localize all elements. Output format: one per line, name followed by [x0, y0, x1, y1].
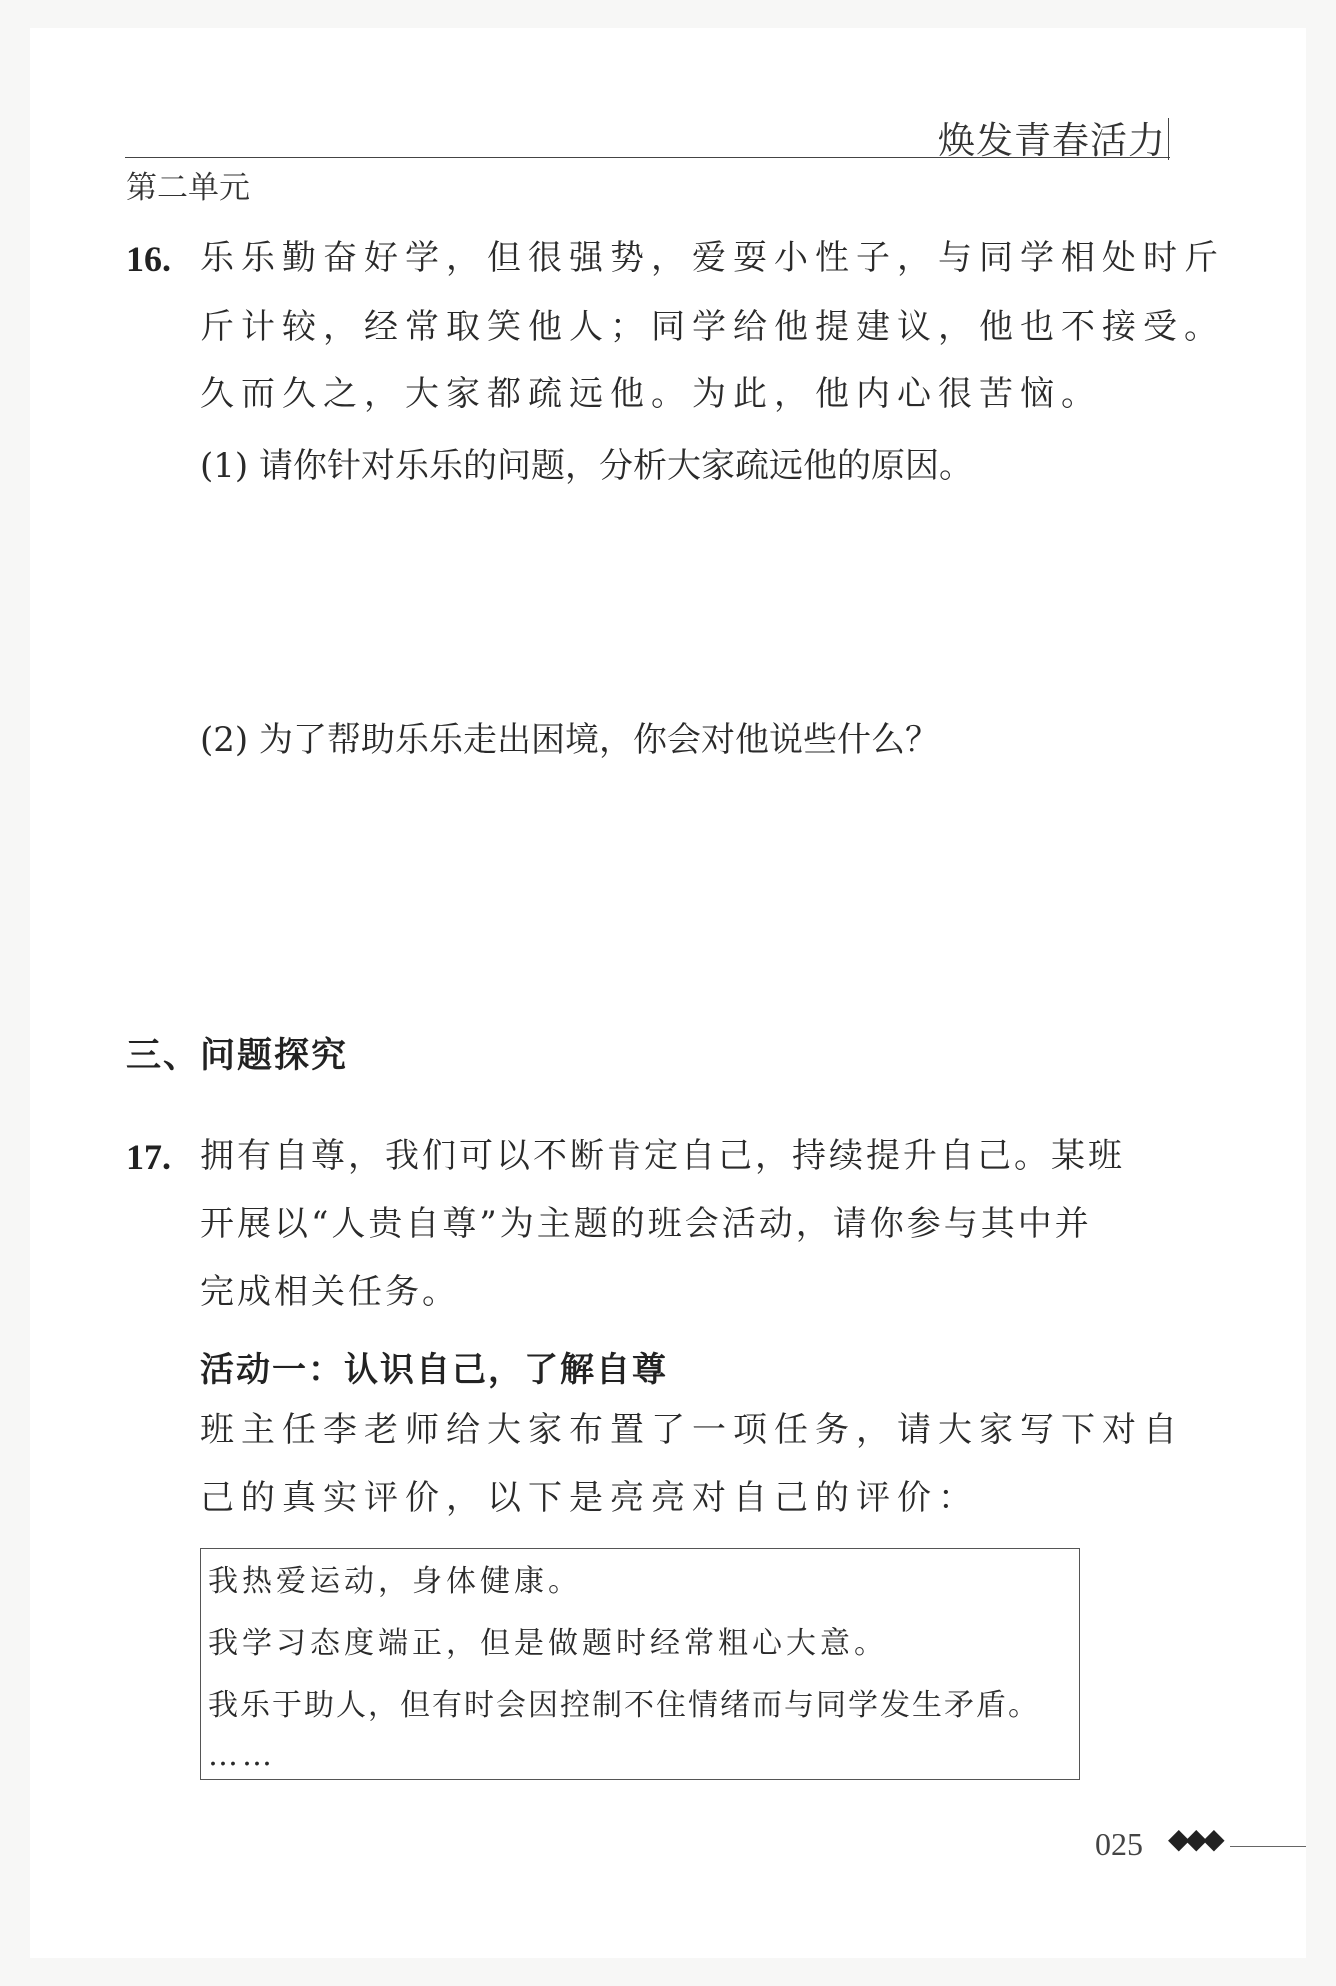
header-title: 焕发青春活力 — [938, 119, 1166, 162]
question-16-sub1: (1) 请你针对乐乐的问题，分析大家疏远他的原因。 — [200, 446, 973, 486]
section-title: 三、问题探究 — [126, 1036, 349, 1076]
question-16-line: 乐乐勤奋好学，但很强势，爱耍小性子，与同学相处时斤 — [200, 238, 1225, 278]
self-evaluation-line: 我学习态度端正，但是做题时经常粗心大意。 — [208, 1626, 888, 1661]
footer-rule — [1230, 1846, 1306, 1847]
unit-label: 第二单元 — [126, 170, 250, 206]
page-number: 025 — [1095, 1826, 1143, 1862]
diamond-ornament-icon: ◆◆◆ — [1168, 1822, 1221, 1855]
question-17-number: 17. — [126, 1137, 171, 1177]
self-evaluation-ellipsis: …… — [208, 1738, 276, 1773]
question-16-line: 斤计较，经常取笑他人；同学给他提建议，他也不接受。 — [200, 307, 1225, 347]
header-bar — [1168, 118, 1169, 160]
activity-1-line: 班主任李老师给大家布置了一项任务，请大家写下对自 — [200, 1410, 1184, 1450]
question-16-line: 久而久之，大家都疏远他。为此，他内心很苦恼。 — [200, 374, 1102, 414]
question-17-line: 拥有自尊，我们可以不断肯定自己，持续提升自己。某班 — [200, 1136, 1125, 1176]
question-16-sub2: (2) 为了帮助乐乐走出困境，你会对他说些什么？ — [200, 720, 939, 760]
activity-1-line: 己的真实评价，以下是亮亮对自己的评价： — [200, 1478, 979, 1518]
self-evaluation-line: 我乐于助人，但有时会因控制不住情绪而与同学发生矛盾。 — [208, 1688, 1040, 1723]
question-17-line: 开展以“人贵自尊”为主题的班会活动，请你参与其中并 — [200, 1204, 1092, 1244]
self-evaluation-line: 我热爱运动，身体健康。 — [208, 1564, 582, 1599]
question-16-number: 16. — [126, 239, 171, 279]
activity-1-title: 活动一：认识自己，了解自尊 — [200, 1350, 668, 1390]
question-17-line: 完成相关任务。 — [200, 1272, 459, 1312]
